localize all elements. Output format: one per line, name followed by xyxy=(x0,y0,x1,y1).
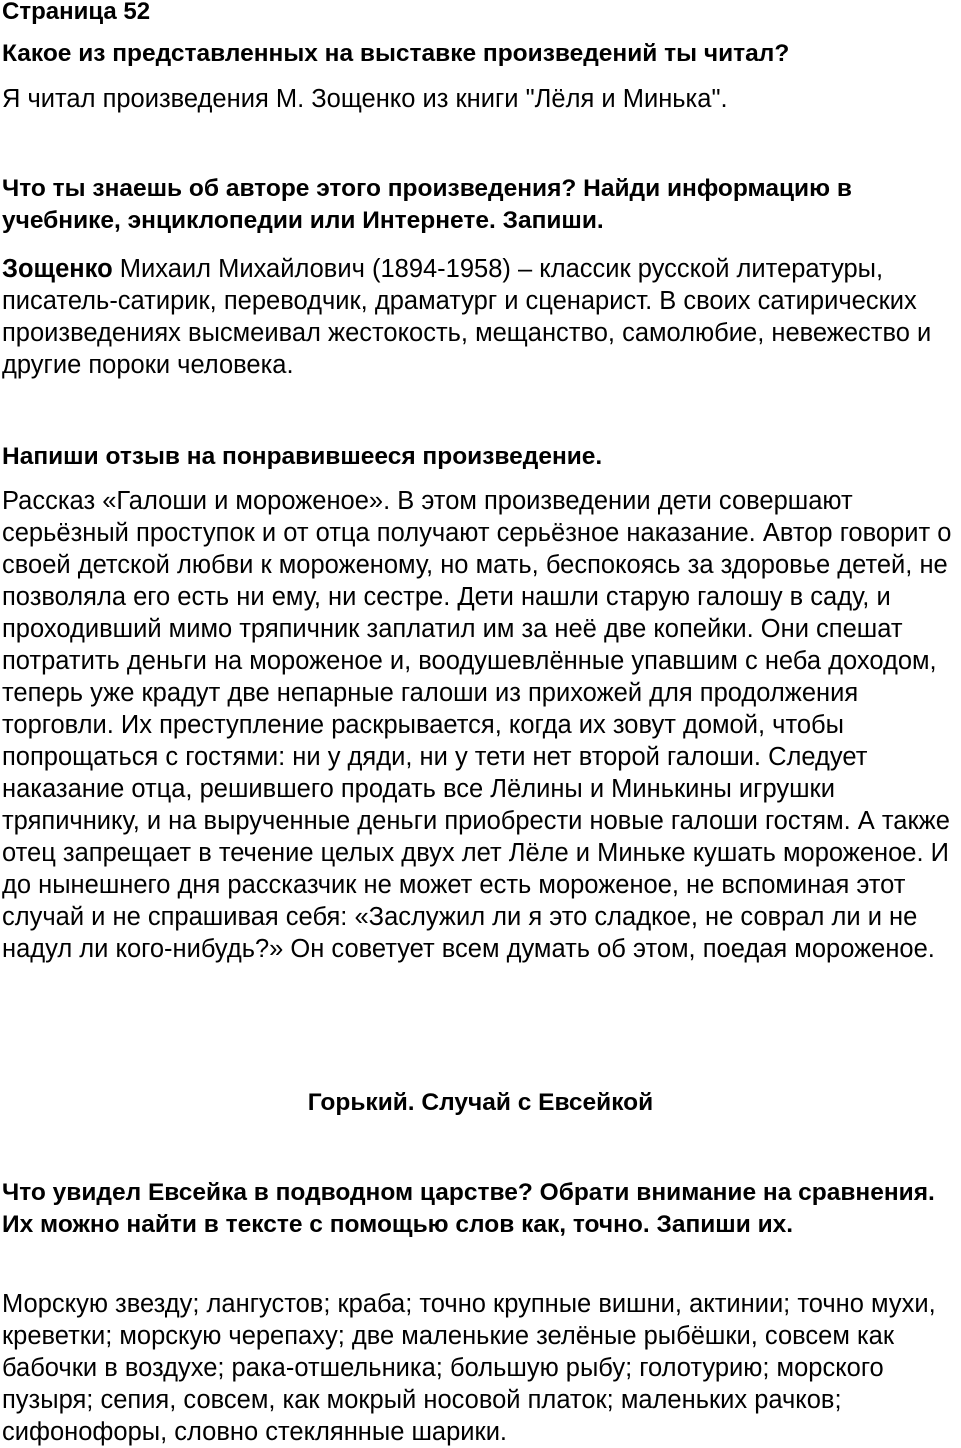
answer-review: Рассказ «Галоши и мороженое». В этом произведении дети совершают серьёзный проступок и от отца получают серьёзное наказание. Автор говорит о своей детской любви к мороженому, но мать, беспокоясь за здоровье детей, не позволяла его есть ни ему, ни сестре. Дети нашли старую галошу в саду, и проходивший мимо тряпичник заплатил им за неё две копейки. Они спешат потратить деньги на мороженое и, воодушевлённые упавшим с неба доходом, теперь уже крадут две непарные галоши из прихожей для продолжения торговли. Их преступление раскрывается, когда их зовут домой, чтобы попрощаться с гостями: ни у дяди, ни у тети нет второй галоши. Следует наказание отца, решившего продать все Лёлины и Минькины игрушки тряпичнику, и на вырученные деньги приобрести новые галоши гостям. А также отец запрещает в течение целых двух лет Лёле и Миньке кушать мороженое. И до нынешнего дня рассказчик не может есть мороженое, не вспоминая этот случай и не спрашивая себя: «Заслужил ли я это сладкое, не соврал ли и не надул ли кого-нибудь?» Он советует всем думать об этом, поедая мороженое. xyxy=(2,487,952,963)
section-heading: Горький. Случай с Евсейкой xyxy=(307,1089,654,1116)
question-exhibition: Какое из представленных на выставке произведений ты читал? xyxy=(2,40,790,67)
answer-exhibition: Я читал произведения М. Зощенко из книги "Лёля и Минька". xyxy=(2,85,728,113)
question-review: Напиши отзыв на понравившееся произведение. xyxy=(2,443,603,470)
question-underwater: Что увидел Евсейка в подводном царстве? Обрати внимание на сравнения. Их можно найти в тексте с помощью слов как, точно. Запиши их. xyxy=(2,1179,935,1238)
answer-author xyxy=(2,253,960,381)
author-name: Зощенко xyxy=(2,255,113,283)
answer-underwater: Морскую звезду; лангустов; краба; точно крупные вишни, актинии; точно мухи, креветки; морскую черепаху; две маленькие зелёные рыбёшки, совсем как бабочки в воздухе; рака-отшельника; большую рыбу; голотурию; морского пузыря; сепия, совсем, как мокрый носовой платок; маленьких рачков; сифонофоры, словно стеклянные шарики. xyxy=(2,1290,936,1446)
question-author: Что ты знаешь об авторе этого произведения? Найди информацию в учебнике, энциклопедии или Интернете. Запиши. xyxy=(2,175,852,234)
page-title: Страница 52 xyxy=(2,0,151,25)
author-bio: Михаил Михайлович (1894-1958) – классик русской литературы, писатель-сатирик, переводчик, драматург и сценарист. В своих сатирических произведениях высмеивал жестокость, мещанство, самолюбие, невежество и другие пороки человека. xyxy=(2,255,932,379)
